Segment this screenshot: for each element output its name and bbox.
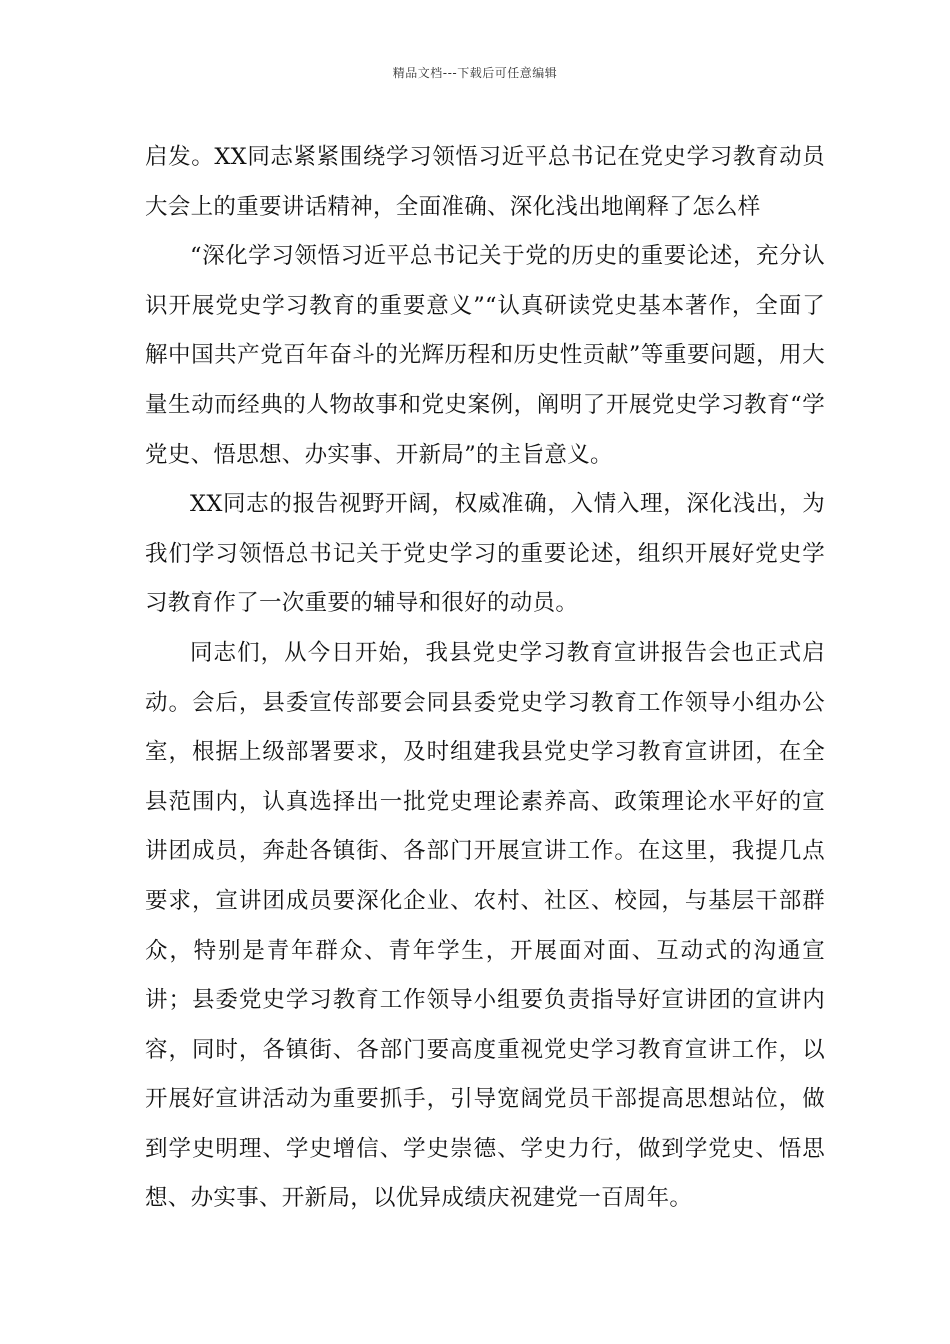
paragraph: 同志们，从今日开始，我县党史学习教育宣讲报告会也正式启动。会后，县委宣传部要会同县委党史学习教育工作领导小组办公室，根据上级部署要求，及时组建我县党史学习教育宣讲团，在全县范围内，认真选择出一批党史理论素养高、政策理论水平好的宣讲团成员，奔赴各镇街、各部门开展宣讲工作。在这里，我提几点要求，宣讲团成员要深化企业、农村、社区、校园，与基层干部群众，特别是青年群众、青年学生，开展面对面、互动式的沟通宣讲；县委党史学习教育工作领导小组要负责指导好宣讲团的宣讲内容，同时，各镇街、各部门要高度重视党史学习教育宣讲工作，以开展好宣讲活动为重要抓手，引导宽阔党员干部提高思想站位，做到学史明理、学史增信、学史崇德、学史力行，做到学党史、悟思想、办实事、开新局，以优异成绩庆祝建党一百周年。 bbox=[145, 639, 825, 1212]
paragraph: “深化学习领悟习近平总书记关于党的历史的重要论述，充分认识开展党史学习教育的重要意义”“认真研读党史基本著作，全面了解中国共产党百年奋斗的光辉历程和历史性贡献”等重要问题，用大量生动而经典的人物故事和党史案例，阐明了开展党史学习教育“学党史、悟思想、办实事、开新局”的主旨意义。 bbox=[145, 243, 825, 468]
paragraph-continuation: 启发。XX同志紧紧围绕学习领悟习近平总书记在党史学习教育动员大会上的重要讲话精神，全面准确、深化浅出地阐释了怎么样 bbox=[145, 144, 825, 220]
paragraph: XX同志的报告视野开阔，权威准确，入情入理，深化浅出，为我们学习领悟总书记关于党史学习的重要论述，组织开展好党史学习教育作了一次重要的辅导和很好的动员。 bbox=[145, 491, 825, 617]
document-body bbox=[145, 133, 825, 1224]
page-header: 精品文档---下载后可任意编辑 bbox=[392, 66, 558, 80]
